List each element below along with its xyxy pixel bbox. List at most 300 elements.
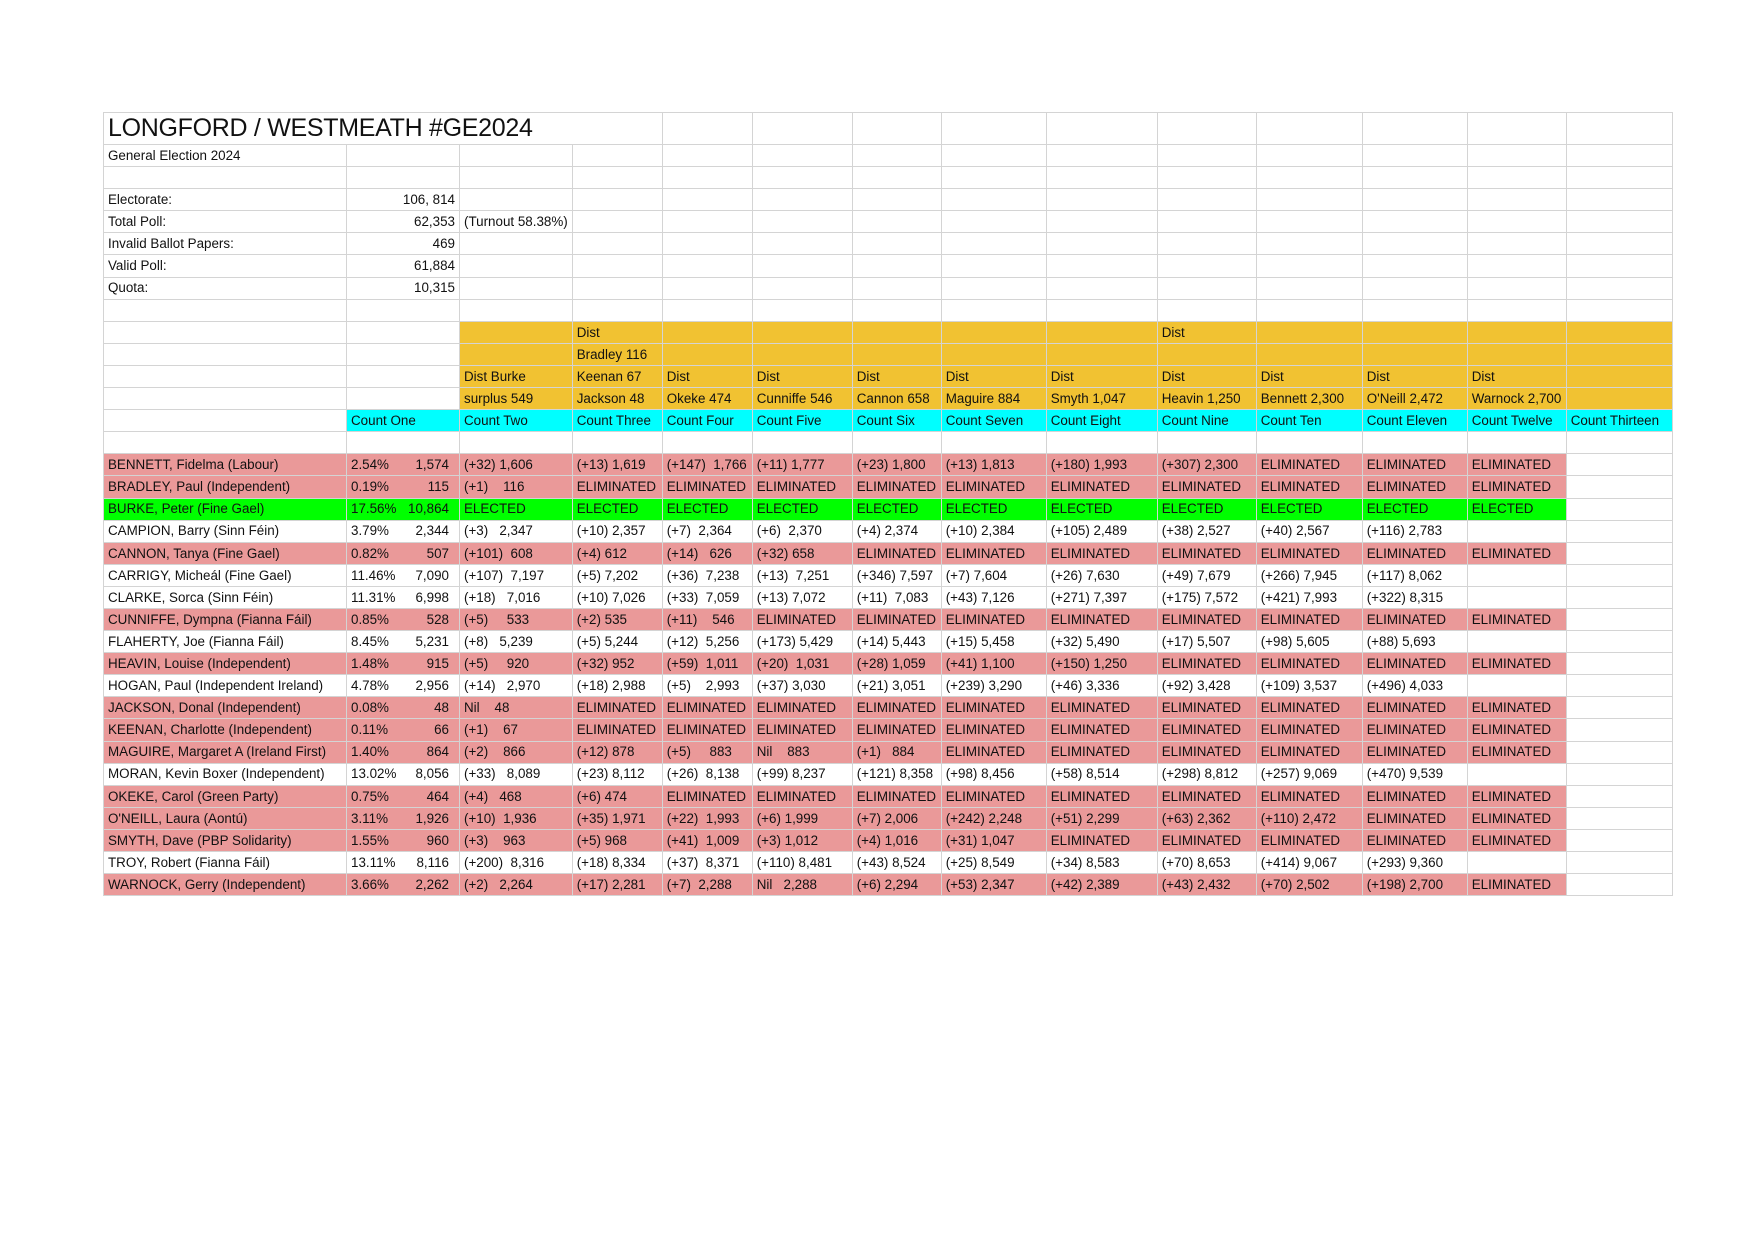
count-cell[interactable] bbox=[941, 697, 1046, 719]
count-cell[interactable] bbox=[1157, 542, 1256, 564]
count-cell[interactable] bbox=[662, 564, 752, 586]
sheet-cell[interactable] bbox=[1157, 255, 1256, 277]
count-cell[interactable] bbox=[1362, 719, 1467, 741]
count-cell[interactable] bbox=[1157, 476, 1256, 498]
dist-header-cell[interactable]: Heavin 1,250 bbox=[1157, 388, 1256, 410]
count-cell[interactable] bbox=[752, 520, 852, 542]
count-cell[interactable] bbox=[1566, 852, 1672, 874]
sheet-cell[interactable] bbox=[752, 233, 852, 255]
dist-header-cell[interactable] bbox=[1467, 321, 1566, 343]
count-cell[interactable] bbox=[1256, 476, 1362, 498]
sheet-cell[interactable] bbox=[662, 255, 752, 277]
dist-header-cell[interactable]: Dist bbox=[662, 365, 752, 387]
count-cell[interactable] bbox=[662, 763, 752, 785]
count-cell[interactable] bbox=[1256, 586, 1362, 608]
sheet-cell[interactable] bbox=[1467, 432, 1566, 454]
sheet-cell[interactable] bbox=[852, 211, 941, 233]
count-cell[interactable] bbox=[852, 631, 941, 653]
count-cell[interactable] bbox=[1362, 608, 1467, 630]
first-preference-cell[interactable] bbox=[347, 608, 460, 630]
stat-note[interactable] bbox=[460, 189, 573, 211]
count-header[interactable]: Count One bbox=[347, 410, 460, 432]
count-cell[interactable] bbox=[1046, 454, 1157, 476]
count-cell[interactable] bbox=[572, 608, 662, 630]
count-cell[interactable] bbox=[1157, 653, 1256, 675]
sheet-cell[interactable] bbox=[1046, 145, 1157, 167]
stat-label[interactable]: Electorate: bbox=[104, 189, 347, 211]
sheet-subtitle[interactable]: General Election 2024 bbox=[104, 145, 347, 167]
dist-header-cell[interactable] bbox=[1256, 343, 1362, 365]
count-cell[interactable] bbox=[1566, 520, 1672, 542]
candidate-name[interactable]: CARRIGY, Micheál (Fine Gael) bbox=[104, 564, 347, 586]
sheet-cell[interactable] bbox=[1566, 145, 1672, 167]
sheet-cell[interactable] bbox=[941, 432, 1046, 454]
dist-header-cell[interactable]: Dist bbox=[941, 365, 1046, 387]
dist-header-cell[interactable]: Smyth 1,047 bbox=[1046, 388, 1157, 410]
count-cell[interactable] bbox=[941, 785, 1046, 807]
count-cell[interactable] bbox=[572, 564, 662, 586]
count-cell[interactable] bbox=[1157, 498, 1256, 520]
first-preference-cell[interactable] bbox=[347, 586, 460, 608]
count-cell[interactable] bbox=[752, 454, 852, 476]
first-preference-cell[interactable] bbox=[347, 542, 460, 564]
sheet-cell[interactable] bbox=[572, 189, 662, 211]
count-cell[interactable] bbox=[1256, 520, 1362, 542]
count-cell[interactable] bbox=[1467, 675, 1566, 697]
stat-label[interactable]: Quota: bbox=[104, 277, 347, 299]
count-cell[interactable] bbox=[1256, 498, 1362, 520]
count-cell[interactable] bbox=[662, 476, 752, 498]
dist-header-cell[interactable] bbox=[662, 343, 752, 365]
sheet-cell[interactable] bbox=[347, 321, 460, 343]
sheet-cell[interactable] bbox=[1157, 277, 1256, 299]
count-cell[interactable] bbox=[460, 520, 573, 542]
count-cell[interactable] bbox=[752, 631, 852, 653]
dist-header-cell[interactable] bbox=[1566, 365, 1672, 387]
count-cell[interactable] bbox=[1256, 785, 1362, 807]
first-preference-cell[interactable] bbox=[347, 520, 460, 542]
sheet-cell[interactable] bbox=[852, 255, 941, 277]
count-cell[interactable] bbox=[1566, 697, 1672, 719]
count-cell[interactable] bbox=[1467, 829, 1566, 851]
count-cell[interactable] bbox=[1046, 631, 1157, 653]
candidate-name[interactable]: CUNNIFFE, Dympna (Fianna Fáil) bbox=[104, 608, 347, 630]
candidate-name[interactable]: OKEKE, Carol (Green Party) bbox=[104, 785, 347, 807]
sheet-cell[interactable] bbox=[1467, 255, 1566, 277]
count-cell[interactable] bbox=[1157, 586, 1256, 608]
sheet-cell[interactable] bbox=[1566, 255, 1672, 277]
count-cell[interactable] bbox=[1566, 454, 1672, 476]
sheet-cell[interactable] bbox=[1566, 189, 1672, 211]
count-cell[interactable] bbox=[752, 586, 852, 608]
count-cell[interactable] bbox=[1362, 498, 1467, 520]
count-cell[interactable] bbox=[572, 498, 662, 520]
sheet-cell[interactable] bbox=[1362, 299, 1467, 321]
count-cell[interactable] bbox=[852, 608, 941, 630]
count-cell[interactable] bbox=[1362, 741, 1467, 763]
first-preference-cell[interactable] bbox=[347, 631, 460, 653]
sheet-cell[interactable] bbox=[104, 410, 347, 432]
count-cell[interactable] bbox=[852, 476, 941, 498]
sheet-cell[interactable] bbox=[1467, 211, 1566, 233]
sheet-cell[interactable] bbox=[1157, 189, 1256, 211]
count-cell[interactable] bbox=[1362, 807, 1467, 829]
sheet-cell[interactable] bbox=[1256, 432, 1362, 454]
count-cell[interactable] bbox=[941, 807, 1046, 829]
count-cell[interactable] bbox=[1256, 741, 1362, 763]
dist-header-cell[interactable] bbox=[1362, 321, 1467, 343]
sheet-cell[interactable] bbox=[1566, 113, 1672, 145]
count-cell[interactable] bbox=[1256, 542, 1362, 564]
count-cell[interactable] bbox=[1566, 807, 1672, 829]
stat-value[interactable]: 10,315 bbox=[347, 277, 460, 299]
count-cell[interactable] bbox=[1467, 697, 1566, 719]
count-cell[interactable] bbox=[662, 785, 752, 807]
count-cell[interactable] bbox=[752, 807, 852, 829]
sheet-cell[interactable] bbox=[852, 432, 941, 454]
sheet-cell[interactable] bbox=[662, 145, 752, 167]
dist-header-cell[interactable] bbox=[1256, 321, 1362, 343]
count-cell[interactable] bbox=[941, 608, 1046, 630]
sheet-cell[interactable] bbox=[752, 277, 852, 299]
sheet-cell[interactable] bbox=[662, 167, 752, 189]
count-cell[interactable] bbox=[941, 741, 1046, 763]
count-cell[interactable] bbox=[1566, 653, 1672, 675]
candidate-name[interactable]: HOGAN, Paul (Independent Ireland) bbox=[104, 675, 347, 697]
count-header[interactable]: Count Four bbox=[662, 410, 752, 432]
count-cell[interactable] bbox=[572, 631, 662, 653]
sheet-cell[interactable] bbox=[1157, 113, 1256, 145]
count-cell[interactable] bbox=[1467, 586, 1566, 608]
count-cell[interactable] bbox=[662, 454, 752, 476]
sheet-cell[interactable] bbox=[1046, 299, 1157, 321]
sheet-cell[interactable] bbox=[852, 189, 941, 211]
sheet-cell[interactable] bbox=[460, 432, 573, 454]
sheet-cell[interactable] bbox=[852, 145, 941, 167]
sheet-cell[interactable] bbox=[941, 255, 1046, 277]
count-cell[interactable] bbox=[572, 476, 662, 498]
count-cell[interactable] bbox=[1256, 852, 1362, 874]
sheet-cell[interactable] bbox=[104, 321, 347, 343]
dist-header-cell[interactable]: Keenan 67 bbox=[572, 365, 662, 387]
sheet-cell[interactable] bbox=[1256, 255, 1362, 277]
count-cell[interactable] bbox=[1566, 719, 1672, 741]
count-cell[interactable] bbox=[752, 763, 852, 785]
sheet-cell[interactable] bbox=[1362, 211, 1467, 233]
sheet-cell[interactable] bbox=[852, 277, 941, 299]
count-cell[interactable] bbox=[752, 476, 852, 498]
sheet-cell[interactable] bbox=[1046, 255, 1157, 277]
first-preference-cell[interactable] bbox=[347, 785, 460, 807]
count-cell[interactable] bbox=[1157, 874, 1256, 896]
sheet-cell[interactable] bbox=[1566, 299, 1672, 321]
sheet-cell[interactable] bbox=[104, 432, 347, 454]
count-cell[interactable] bbox=[941, 829, 1046, 851]
dist-header-cell[interactable]: Dist bbox=[1157, 365, 1256, 387]
count-cell[interactable] bbox=[1256, 697, 1362, 719]
candidate-name[interactable]: BRADLEY, Paul (Independent) bbox=[104, 476, 347, 498]
candidate-name[interactable]: BENNETT, Fidelma (Labour) bbox=[104, 454, 347, 476]
count-cell[interactable] bbox=[1566, 564, 1672, 586]
sheet-cell[interactable] bbox=[347, 343, 460, 365]
sheet-cell[interactable] bbox=[941, 113, 1046, 145]
sheet-cell[interactable] bbox=[572, 432, 662, 454]
count-cell[interactable] bbox=[1566, 763, 1672, 785]
count-cell[interactable] bbox=[460, 852, 573, 874]
count-cell[interactable] bbox=[1046, 586, 1157, 608]
sheet-cell[interactable] bbox=[1467, 145, 1566, 167]
count-cell[interactable] bbox=[460, 608, 573, 630]
count-cell[interactable] bbox=[1566, 675, 1672, 697]
count-cell[interactable] bbox=[572, 542, 662, 564]
count-header[interactable]: Count Twelve bbox=[1467, 410, 1566, 432]
count-cell[interactable] bbox=[941, 586, 1046, 608]
stat-note[interactable]: (Turnout 58.38%) bbox=[460, 211, 573, 233]
count-cell[interactable] bbox=[1046, 675, 1157, 697]
first-preference-cell[interactable] bbox=[347, 653, 460, 675]
sheet-cell[interactable] bbox=[1046, 277, 1157, 299]
count-cell[interactable] bbox=[572, 520, 662, 542]
dist-header-cell[interactable] bbox=[1566, 388, 1672, 410]
count-cell[interactable] bbox=[1157, 763, 1256, 785]
count-cell[interactable] bbox=[1157, 675, 1256, 697]
dist-header-cell[interactable] bbox=[941, 343, 1046, 365]
count-header[interactable]: Count Three bbox=[572, 410, 662, 432]
first-preference-cell[interactable] bbox=[347, 829, 460, 851]
sheet-cell[interactable] bbox=[941, 277, 1046, 299]
sheet-cell[interactable] bbox=[1566, 233, 1672, 255]
count-cell[interactable] bbox=[852, 697, 941, 719]
stat-value[interactable]: 106, 814 bbox=[347, 189, 460, 211]
sheet-cell[interactable] bbox=[941, 299, 1046, 321]
candidate-name[interactable]: TROY, Robert (Fianna Fáil) bbox=[104, 852, 347, 874]
sheet-cell[interactable] bbox=[572, 211, 662, 233]
count-cell[interactable] bbox=[1157, 785, 1256, 807]
count-cell[interactable] bbox=[1046, 608, 1157, 630]
sheet-cell[interactable] bbox=[1467, 299, 1566, 321]
count-cell[interactable] bbox=[1256, 829, 1362, 851]
count-cell[interactable] bbox=[572, 454, 662, 476]
count-cell[interactable] bbox=[852, 807, 941, 829]
sheet-cell[interactable] bbox=[347, 432, 460, 454]
dist-header-cell[interactable]: Dist bbox=[1467, 365, 1566, 387]
sheet-cell[interactable] bbox=[662, 113, 752, 145]
count-cell[interactable] bbox=[752, 741, 852, 763]
count-cell[interactable] bbox=[1256, 564, 1362, 586]
sheet-cell[interactable] bbox=[752, 299, 852, 321]
sheet-cell[interactable] bbox=[1046, 167, 1157, 189]
count-cell[interactable] bbox=[1157, 564, 1256, 586]
sheet-cell[interactable] bbox=[941, 167, 1046, 189]
count-cell[interactable] bbox=[1362, 697, 1467, 719]
candidate-name[interactable]: SMYTH, Dave (PBP Solidarity) bbox=[104, 829, 347, 851]
sheet-cell[interactable] bbox=[1256, 167, 1362, 189]
sheet-cell[interactable] bbox=[1256, 113, 1362, 145]
candidate-name[interactable]: WARNOCK, Gerry (Independent) bbox=[104, 874, 347, 896]
count-cell[interactable] bbox=[1046, 520, 1157, 542]
sheet-cell[interactable] bbox=[1566, 211, 1672, 233]
sheet-cell[interactable] bbox=[104, 167, 347, 189]
count-cell[interactable] bbox=[460, 763, 573, 785]
sheet-cell[interactable] bbox=[1467, 233, 1566, 255]
sheet-cell[interactable] bbox=[347, 145, 460, 167]
count-cell[interactable] bbox=[1566, 829, 1672, 851]
sheet-cell[interactable] bbox=[347, 388, 460, 410]
count-cell[interactable] bbox=[1157, 807, 1256, 829]
count-cell[interactable] bbox=[1467, 542, 1566, 564]
count-cell[interactable] bbox=[1157, 829, 1256, 851]
count-cell[interactable] bbox=[941, 520, 1046, 542]
stat-value[interactable]: 61,884 bbox=[347, 255, 460, 277]
count-cell[interactable] bbox=[572, 675, 662, 697]
count-cell[interactable] bbox=[1256, 719, 1362, 741]
sheet-cell[interactable] bbox=[1157, 145, 1256, 167]
sheet-cell[interactable] bbox=[572, 277, 662, 299]
sheet-cell[interactable] bbox=[347, 365, 460, 387]
stat-note[interactable] bbox=[460, 255, 573, 277]
sheet-cell[interactable] bbox=[1046, 113, 1157, 145]
count-cell[interactable] bbox=[460, 586, 573, 608]
stat-label[interactable]: Valid Poll: bbox=[104, 255, 347, 277]
dist-header-cell[interactable]: Dist bbox=[1256, 365, 1362, 387]
count-cell[interactable] bbox=[1046, 785, 1157, 807]
count-cell[interactable] bbox=[1566, 741, 1672, 763]
dist-header-cell[interactable] bbox=[1467, 343, 1566, 365]
sheet-cell[interactable] bbox=[347, 299, 460, 321]
count-cell[interactable] bbox=[1046, 653, 1157, 675]
candidate-name[interactable]: JACKSON, Donal (Independent) bbox=[104, 697, 347, 719]
candidate-name[interactable]: CANNON, Tanya (Fine Gael) bbox=[104, 542, 347, 564]
candidate-name[interactable]: CAMPION, Barry (Sinn Féin) bbox=[104, 520, 347, 542]
count-cell[interactable] bbox=[941, 852, 1046, 874]
sheet-cell[interactable] bbox=[662, 277, 752, 299]
sheet-title[interactable]: LONGFORD / WESTMEATH #GE2024 bbox=[104, 113, 663, 145]
dist-header-cell[interactable]: surplus 549 bbox=[460, 388, 573, 410]
count-cell[interactable] bbox=[852, 564, 941, 586]
sheet-cell[interactable] bbox=[752, 145, 852, 167]
count-cell[interactable] bbox=[1256, 631, 1362, 653]
count-cell[interactable] bbox=[572, 852, 662, 874]
count-cell[interactable] bbox=[1256, 874, 1362, 896]
count-cell[interactable] bbox=[1362, 631, 1467, 653]
sheet-cell[interactable] bbox=[852, 299, 941, 321]
count-cell[interactable] bbox=[852, 586, 941, 608]
count-cell[interactable] bbox=[1046, 763, 1157, 785]
count-cell[interactable] bbox=[941, 564, 1046, 586]
count-cell[interactable] bbox=[1362, 586, 1467, 608]
first-preference-cell[interactable] bbox=[347, 498, 460, 520]
count-cell[interactable] bbox=[1157, 631, 1256, 653]
count-cell[interactable] bbox=[1467, 454, 1566, 476]
dist-header-cell[interactable]: Warnock 2,700 bbox=[1467, 388, 1566, 410]
count-header[interactable]: Count Ten bbox=[1256, 410, 1362, 432]
count-cell[interactable] bbox=[662, 675, 752, 697]
sheet-cell[interactable] bbox=[104, 343, 347, 365]
count-cell[interactable] bbox=[1566, 631, 1672, 653]
sheet-cell[interactable] bbox=[1362, 167, 1467, 189]
sheet-cell[interactable] bbox=[1566, 277, 1672, 299]
first-preference-cell[interactable] bbox=[347, 874, 460, 896]
dist-header-cell[interactable] bbox=[1362, 343, 1467, 365]
dist-header-cell[interactable] bbox=[460, 321, 573, 343]
count-cell[interactable] bbox=[852, 454, 941, 476]
count-header[interactable]: Count Six bbox=[852, 410, 941, 432]
count-cell[interactable] bbox=[941, 719, 1046, 741]
count-cell[interactable] bbox=[1467, 476, 1566, 498]
count-cell[interactable] bbox=[752, 785, 852, 807]
sheet-cell[interactable] bbox=[1362, 277, 1467, 299]
count-cell[interactable] bbox=[941, 631, 1046, 653]
count-cell[interactable] bbox=[572, 697, 662, 719]
stat-note[interactable] bbox=[460, 233, 573, 255]
first-preference-cell[interactable] bbox=[347, 476, 460, 498]
count-cell[interactable] bbox=[941, 542, 1046, 564]
count-cell[interactable] bbox=[1467, 763, 1566, 785]
count-cell[interactable] bbox=[1362, 763, 1467, 785]
count-cell[interactable] bbox=[1256, 763, 1362, 785]
sheet-cell[interactable] bbox=[941, 211, 1046, 233]
dist-header-cell[interactable]: Bradley 116 bbox=[572, 343, 662, 365]
count-cell[interactable] bbox=[572, 741, 662, 763]
dist-header-cell[interactable] bbox=[1046, 321, 1157, 343]
count-cell[interactable] bbox=[1362, 874, 1467, 896]
dist-header-cell[interactable] bbox=[852, 343, 941, 365]
count-cell[interactable] bbox=[460, 498, 573, 520]
count-header[interactable]: Count Two bbox=[460, 410, 573, 432]
sheet-cell[interactable] bbox=[1362, 255, 1467, 277]
count-cell[interactable] bbox=[662, 542, 752, 564]
dist-header-cell[interactable] bbox=[662, 321, 752, 343]
sheet-cell[interactable] bbox=[1566, 167, 1672, 189]
sheet-cell[interactable] bbox=[941, 233, 1046, 255]
sheet-cell[interactable] bbox=[572, 167, 662, 189]
count-cell[interactable] bbox=[1256, 653, 1362, 675]
count-cell[interactable] bbox=[1256, 675, 1362, 697]
count-cell[interactable] bbox=[941, 498, 1046, 520]
dist-header-cell[interactable]: Dist bbox=[1046, 365, 1157, 387]
count-cell[interactable] bbox=[1046, 542, 1157, 564]
count-cell[interactable] bbox=[1467, 807, 1566, 829]
count-cell[interactable] bbox=[1467, 608, 1566, 630]
count-cell[interactable] bbox=[572, 829, 662, 851]
count-cell[interactable] bbox=[852, 719, 941, 741]
count-cell[interactable] bbox=[752, 653, 852, 675]
count-cell[interactable] bbox=[1046, 476, 1157, 498]
count-cell[interactable] bbox=[852, 520, 941, 542]
count-cell[interactable] bbox=[752, 498, 852, 520]
count-cell[interactable] bbox=[752, 719, 852, 741]
sheet-cell[interactable] bbox=[1362, 432, 1467, 454]
count-cell[interactable] bbox=[662, 520, 752, 542]
count-cell[interactable] bbox=[1566, 542, 1672, 564]
candidate-name[interactable]: KEENAN, Charlotte (Independent) bbox=[104, 719, 347, 741]
sheet-cell[interactable] bbox=[1157, 211, 1256, 233]
first-preference-cell[interactable] bbox=[347, 564, 460, 586]
sheet-cell[interactable] bbox=[572, 233, 662, 255]
count-cell[interactable] bbox=[1566, 586, 1672, 608]
sheet-cell[interactable] bbox=[662, 211, 752, 233]
count-cell[interactable] bbox=[852, 498, 941, 520]
count-cell[interactable] bbox=[941, 675, 1046, 697]
dist-header-cell[interactable] bbox=[1566, 343, 1672, 365]
candidate-name[interactable]: MAGUIRE, Margaret A (Ireland First) bbox=[104, 741, 347, 763]
count-cell[interactable] bbox=[460, 807, 573, 829]
sheet-cell[interactable] bbox=[1256, 145, 1362, 167]
count-cell[interactable] bbox=[1046, 741, 1157, 763]
first-preference-cell[interactable] bbox=[347, 719, 460, 741]
count-cell[interactable] bbox=[752, 608, 852, 630]
count-header[interactable]: Count Eight bbox=[1046, 410, 1157, 432]
